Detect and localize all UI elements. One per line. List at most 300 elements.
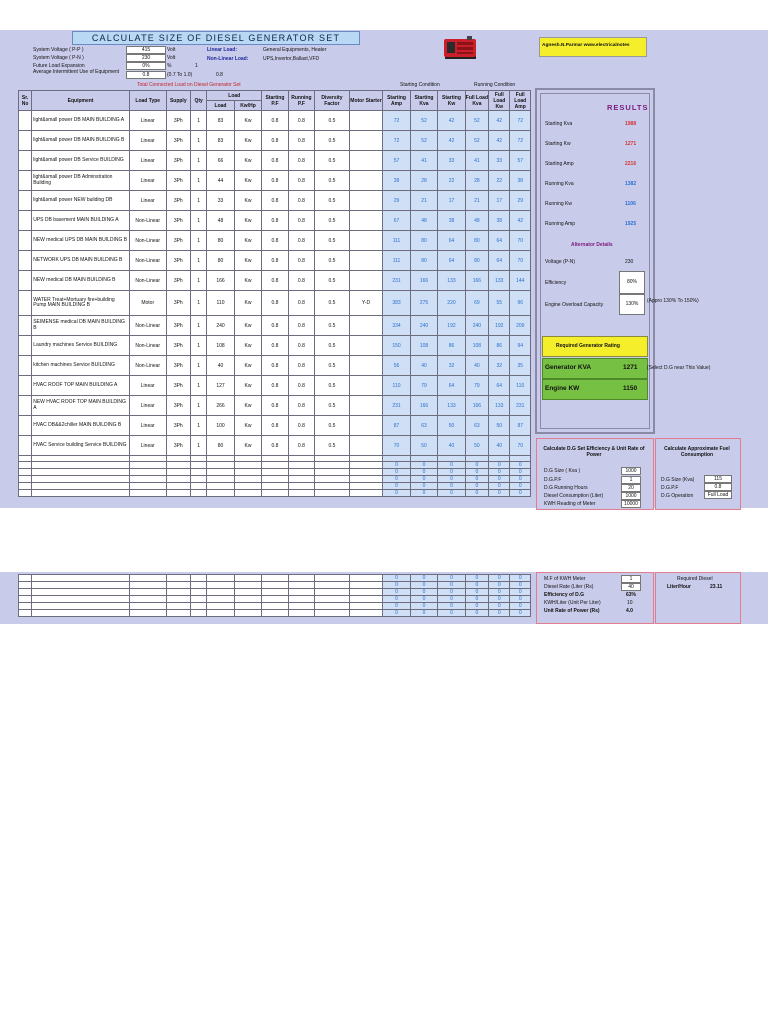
cell-empty[interactable] (207, 603, 234, 610)
cell-type[interactable]: Linear (129, 191, 166, 211)
cell-samp[interactable]: 150 (383, 336, 410, 356)
cell-zero[interactable]: 0 (410, 610, 437, 617)
cell-empty[interactable] (315, 575, 350, 582)
cell-empty[interactable] (349, 575, 383, 582)
cell-samp[interactable]: 72 (383, 111, 410, 131)
cell-df[interactable]: 0.5 (315, 436, 350, 456)
cell-zero[interactable]: 0 (438, 468, 465, 475)
cell-sr[interactable] (19, 251, 32, 271)
dg-size-input[interactable]: 1000 (621, 467, 641, 475)
cell-load[interactable]: 80 (207, 436, 234, 456)
cell-type[interactable]: Linear (129, 151, 166, 171)
cell-starter[interactable] (349, 356, 383, 376)
cell-zero[interactable]: 0 (438, 610, 465, 617)
cell-skva[interactable]: 79 (410, 376, 437, 396)
cell-empty[interactable] (129, 461, 166, 468)
dg-pf-input[interactable]: 1 (621, 476, 641, 484)
cell-empty[interactable] (190, 475, 206, 482)
cell-zero[interactable]: 0 (410, 582, 437, 589)
cell-df[interactable]: 0.5 (315, 191, 350, 211)
cell-flkw[interactable]: 86 (489, 336, 510, 356)
cell-rpf[interactable]: 0.8 (288, 271, 314, 291)
cell-empty[interactable] (19, 575, 32, 582)
cell-sr[interactable] (19, 191, 32, 211)
cell-supply[interactable]: 3Ph (166, 356, 190, 376)
fuel-dg-op-select[interactable]: Full Load (704, 491, 732, 499)
cell-skw[interactable]: 38 (438, 211, 465, 231)
cell-spf[interactable]: 0.8 (262, 271, 288, 291)
cell-zero[interactable]: 0 (410, 468, 437, 475)
cell-empty[interactable] (129, 482, 166, 489)
cell-zero[interactable]: 0 (410, 603, 437, 610)
cell-empty[interactable] (288, 489, 314, 496)
cell-empty[interactable] (129, 589, 166, 596)
cell-type[interactable]: Linear (129, 171, 166, 191)
cell-eq[interactable]: light&small power DB Service BUILDING (32, 151, 130, 171)
cell-zero[interactable]: 0 (383, 589, 410, 596)
cell-empty[interactable] (288, 575, 314, 582)
cell-type[interactable]: Motor (129, 291, 166, 316)
cell-qty[interactable]: 1 (190, 396, 206, 416)
cell-empty[interactable] (190, 575, 206, 582)
cell-qty[interactable]: 1 (190, 131, 206, 151)
cell-starter[interactable] (349, 191, 383, 211)
cell-flamp[interactable]: 72 (510, 131, 531, 151)
cell-flamp[interactable]: 94 (510, 336, 531, 356)
cell-zero[interactable]: 0 (510, 603, 531, 610)
cell-empty[interactable] (32, 489, 130, 496)
cell-unit[interactable]: Kw (234, 191, 261, 211)
cell-skva[interactable]: 52 (410, 131, 437, 151)
cell-starter[interactable] (349, 211, 383, 231)
cell-zero[interactable]: 0 (438, 461, 465, 468)
cell-load[interactable]: 110 (207, 291, 234, 316)
cell-empty[interactable] (262, 475, 288, 482)
cell-flkva[interactable]: 63 (465, 416, 488, 436)
cell-df[interactable]: 0.5 (315, 416, 350, 436)
cell-skw[interactable]: 32 (438, 356, 465, 376)
cell-rpf[interactable]: 0.8 (288, 396, 314, 416)
cell-load[interactable]: 100 (207, 416, 234, 436)
cell-zero[interactable]: 0 (383, 489, 410, 496)
cell-empty[interactable] (19, 461, 32, 468)
cell-unit[interactable]: Kw (234, 376, 261, 396)
cell-flamp[interactable]: 70 (510, 436, 531, 456)
cell-empty[interactable] (262, 468, 288, 475)
cell-empty[interactable] (129, 489, 166, 496)
cell-empty[interactable] (288, 610, 314, 617)
cell-zero[interactable]: 0 (383, 468, 410, 475)
cell-flamp[interactable]: 70 (510, 251, 531, 271)
cell-supply[interactable]: 3Ph (166, 291, 190, 316)
cell-empty[interactable] (315, 610, 350, 617)
cell-zero[interactable]: 0 (383, 575, 410, 582)
cell-samp[interactable]: 56 (383, 356, 410, 376)
cell-zero[interactable]: 0 (465, 582, 488, 589)
cell-qty[interactable]: 1 (190, 376, 206, 396)
cell-rpf[interactable]: 0.8 (288, 251, 314, 271)
cell-empty[interactable] (234, 489, 261, 496)
cell-skw[interactable]: 22 (438, 171, 465, 191)
cell-zero[interactable]: 0 (465, 596, 488, 603)
cell-sr[interactable] (19, 416, 32, 436)
cell-zero[interactable]: 0 (438, 489, 465, 496)
cell-load[interactable]: 33 (207, 191, 234, 211)
cell-starter[interactable]: Y-D (349, 291, 383, 316)
cell-empty[interactable] (234, 575, 261, 582)
cell-qty[interactable]: 1 (190, 356, 206, 376)
cell-empty[interactable] (207, 482, 234, 489)
cell-empty[interactable] (315, 475, 350, 482)
cell-flkw[interactable]: 64 (489, 376, 510, 396)
cell-empty[interactable] (207, 575, 234, 582)
cell-skva[interactable]: 166 (410, 271, 437, 291)
cell-spf[interactable]: 0.8 (262, 396, 288, 416)
cell-supply[interactable]: 3Ph (166, 251, 190, 271)
cell-eq[interactable]: NEW medical UPS DB MAIN BUILDING B (32, 231, 130, 251)
cell-empty[interactable] (262, 461, 288, 468)
cell-samp[interactable]: 70 (383, 436, 410, 456)
cell-type[interactable]: Linear (129, 111, 166, 131)
cell-empty[interactable] (262, 482, 288, 489)
cell-empty[interactable] (19, 582, 32, 589)
cell-unit[interactable]: Kw (234, 416, 261, 436)
cell-flkva[interactable]: 40 (465, 356, 488, 376)
cell-empty[interactable] (32, 610, 130, 617)
cell-empty[interactable] (349, 475, 383, 482)
cell-zero[interactable]: 0 (465, 489, 488, 496)
cell-starter[interactable] (349, 376, 383, 396)
cell-eq[interactable]: HVAC ROOF TOP MAIN BUILDING A (32, 376, 130, 396)
cell-skva[interactable]: 48 (410, 211, 437, 231)
cell-supply[interactable]: 3Ph (166, 111, 190, 131)
cell-unit[interactable]: Kw (234, 356, 261, 376)
cell-qty[interactable]: 1 (190, 336, 206, 356)
cell-sr[interactable] (19, 356, 32, 376)
cell-flkva[interactable]: 240 (465, 316, 488, 336)
cell-eq[interactable]: SEIMENSE medical DB MAIN BUILDING B (32, 316, 130, 336)
cell-skw[interactable]: 50 (438, 416, 465, 436)
cell-type[interactable]: Linear (129, 436, 166, 456)
cell-eq[interactable]: NEW medical DB MAIN BUILDING B (32, 271, 130, 291)
cell-zero[interactable]: 0 (410, 475, 437, 482)
cell-spf[interactable]: 0.8 (262, 231, 288, 251)
cell-skw[interactable]: 64 (438, 251, 465, 271)
cell-empty[interactable] (129, 575, 166, 582)
cell-zero[interactable]: 0 (438, 475, 465, 482)
cell-empty[interactable] (166, 575, 190, 582)
cell-flkw[interactable]: 40 (489, 436, 510, 456)
cell-load[interactable]: 44 (207, 171, 234, 191)
cell-empty[interactable] (288, 582, 314, 589)
cell-samp[interactable]: 72 (383, 131, 410, 151)
diesel-rate-input[interactable]: 40 (621, 583, 641, 591)
cell-empty[interactable] (315, 489, 350, 496)
cell-flkva[interactable]: 80 (465, 251, 488, 271)
cell-unit[interactable]: Kw (234, 131, 261, 151)
cell-empty[interactable] (19, 482, 32, 489)
cell-skw[interactable]: 86 (438, 336, 465, 356)
cell-sr[interactable] (19, 111, 32, 131)
cell-qty[interactable]: 1 (190, 316, 206, 336)
cell-flamp[interactable]: 42 (510, 211, 531, 231)
cell-flkw[interactable]: 17 (489, 191, 510, 211)
cell-flamp[interactable]: 144 (510, 271, 531, 291)
cell-zero[interactable]: 0 (410, 575, 437, 582)
cell-load[interactable]: 80 (207, 231, 234, 251)
cell-empty[interactable] (19, 610, 32, 617)
cell-flkw[interactable]: 192 (489, 316, 510, 336)
cell-starter[interactable] (349, 316, 383, 336)
cell-empty[interactable] (234, 461, 261, 468)
cell-flkw[interactable]: 42 (489, 131, 510, 151)
cell-samp[interactable]: 38 (383, 171, 410, 191)
cell-zero[interactable]: 0 (383, 461, 410, 468)
cell-zero[interactable]: 0 (510, 482, 531, 489)
cell-flkw[interactable]: 42 (489, 111, 510, 131)
cell-empty[interactable] (262, 596, 288, 603)
cell-empty[interactable] (315, 582, 350, 589)
cell-type[interactable]: Non-Linear (129, 271, 166, 291)
cell-starter[interactable] (349, 336, 383, 356)
cell-empty[interactable] (262, 603, 288, 610)
cell-flamp[interactable]: 110 (510, 376, 531, 396)
cell-zero[interactable]: 0 (489, 575, 510, 582)
cell-empty[interactable] (32, 468, 130, 475)
cell-starter[interactable] (349, 436, 383, 456)
cell-skw[interactable]: 133 (438, 396, 465, 416)
cell-flamp[interactable]: 96 (510, 291, 531, 316)
cell-flkw[interactable]: 38 (489, 211, 510, 231)
cell-flkva[interactable]: 41 (465, 151, 488, 171)
cell-zero[interactable]: 0 (510, 596, 531, 603)
cell-df[interactable]: 0.5 (315, 131, 350, 151)
cell-qty[interactable]: 1 (190, 191, 206, 211)
cell-zero[interactable]: 0 (410, 482, 437, 489)
cell-skva[interactable]: 21 (410, 191, 437, 211)
cell-zero[interactable]: 0 (510, 489, 531, 496)
cell-empty[interactable] (234, 610, 261, 617)
cell-qty[interactable]: 1 (190, 291, 206, 316)
cell-unit[interactable]: Kw (234, 111, 261, 131)
cell-samp[interactable]: 67 (383, 211, 410, 231)
cell-zero[interactable]: 0 (438, 575, 465, 582)
cell-empty[interactable] (349, 461, 383, 468)
cell-load[interactable]: 40 (207, 356, 234, 376)
cell-df[interactable]: 0.5 (315, 271, 350, 291)
cell-empty[interactable] (32, 461, 130, 468)
cell-flamp[interactable]: 70 (510, 231, 531, 251)
cell-eq[interactable]: kitchen machines Service BUILDING (32, 356, 130, 376)
cell-empty[interactable] (166, 603, 190, 610)
cell-empty[interactable] (190, 482, 206, 489)
cell-eq[interactable]: UPS DB basement MAIN BUILDING A (32, 211, 130, 231)
cell-zero[interactable]: 0 (489, 589, 510, 596)
cell-empty[interactable] (32, 596, 130, 603)
voltage-pn-input[interactable]: 230 (126, 54, 166, 62)
cell-rpf[interactable]: 0.8 (288, 356, 314, 376)
cell-empty[interactable] (315, 589, 350, 596)
cell-eq[interactable]: HVAC DB&&2chiller MAIN BUILDING B (32, 416, 130, 436)
cell-spf[interactable]: 0.8 (262, 356, 288, 376)
cell-empty[interactable] (190, 468, 206, 475)
cell-spf[interactable]: 0.8 (262, 211, 288, 231)
cell-unit[interactable]: Kw (234, 171, 261, 191)
cell-samp[interactable]: 57 (383, 151, 410, 171)
cell-sr[interactable] (19, 171, 32, 191)
cell-supply[interactable]: 3Ph (166, 436, 190, 456)
cell-load[interactable]: 83 (207, 111, 234, 131)
cell-zero[interactable]: 0 (465, 461, 488, 468)
cell-rpf[interactable]: 0.8 (288, 111, 314, 131)
cell-flkva[interactable]: 48 (465, 211, 488, 231)
cell-skw[interactable]: 133 (438, 271, 465, 291)
cell-spf[interactable]: 0.8 (262, 416, 288, 436)
overload-input[interactable]: 130% (619, 294, 645, 315)
cell-spf[interactable]: 0.8 (262, 436, 288, 456)
cell-unit[interactable]: Kw (234, 396, 261, 416)
cell-zero[interactable]: 0 (489, 489, 510, 496)
cell-empty[interactable] (349, 603, 383, 610)
cell-unit[interactable]: Kw (234, 436, 261, 456)
voltage-pp-input[interactable]: 415 (126, 46, 166, 54)
cell-skw[interactable]: 64 (438, 376, 465, 396)
cell-spf[interactable]: 0.8 (262, 291, 288, 316)
cell-spf[interactable]: 0.8 (262, 376, 288, 396)
cell-starter[interactable] (349, 111, 383, 131)
cell-zero[interactable]: 0 (383, 603, 410, 610)
cell-rpf[interactable]: 0.8 (288, 336, 314, 356)
cell-eq[interactable]: NEW HVAC ROOF TOP MAIN BUILDING A (32, 396, 130, 416)
cell-zero[interactable]: 0 (410, 596, 437, 603)
cell-zero[interactable]: 0 (510, 582, 531, 589)
cell-skw[interactable]: 192 (438, 316, 465, 336)
cell-empty[interactable] (262, 610, 288, 617)
cell-flkw[interactable]: 22 (489, 171, 510, 191)
cell-unit[interactable]: Kw (234, 316, 261, 336)
cell-zero[interactable]: 0 (383, 610, 410, 617)
mf-input[interactable]: 1 (621, 575, 641, 583)
cell-spf[interactable]: 0.8 (262, 111, 288, 131)
cell-samp[interactable]: 110 (383, 376, 410, 396)
cell-unit[interactable]: Kw (234, 271, 261, 291)
cell-sr[interactable] (19, 396, 32, 416)
cell-zero[interactable]: 0 (510, 610, 531, 617)
cell-flkva[interactable]: 166 (465, 271, 488, 291)
cell-type[interactable]: Linear (129, 396, 166, 416)
cell-type[interactable]: Non-Linear (129, 211, 166, 231)
cell-empty[interactable] (19, 489, 32, 496)
cell-flkw[interactable]: 55 (489, 291, 510, 316)
cell-empty[interactable] (129, 468, 166, 475)
cell-eq[interactable]: light&small power NEW building DB (32, 191, 130, 211)
cell-zero[interactable]: 0 (465, 589, 488, 596)
cell-unit[interactable]: Kw (234, 211, 261, 231)
cell-eq[interactable]: light&small power DB Adminstration Building (32, 171, 130, 191)
cell-df[interactable]: 0.5 (315, 316, 350, 336)
cell-supply[interactable]: 3Ph (166, 171, 190, 191)
cell-flkw[interactable]: 133 (489, 271, 510, 291)
cell-rpf[interactable]: 0.8 (288, 191, 314, 211)
cell-sr[interactable] (19, 436, 32, 456)
cell-rpf[interactable]: 0.8 (288, 151, 314, 171)
cell-supply[interactable]: 3Ph (166, 396, 190, 416)
cell-flkw[interactable]: 133 (489, 396, 510, 416)
cell-empty[interactable] (262, 489, 288, 496)
cell-supply[interactable]: 3Ph (166, 316, 190, 336)
cell-empty[interactable] (349, 482, 383, 489)
cell-empty[interactable] (190, 461, 206, 468)
cell-zero[interactable]: 0 (465, 475, 488, 482)
cell-zero[interactable]: 0 (510, 475, 531, 482)
cell-df[interactable]: 0.5 (315, 171, 350, 191)
cell-empty[interactable] (349, 582, 383, 589)
cell-eq[interactable]: HVAC Service building Service BUILDING (32, 436, 130, 456)
cell-empty[interactable] (288, 589, 314, 596)
cell-empty[interactable] (32, 575, 130, 582)
cell-skva[interactable]: 41 (410, 151, 437, 171)
cell-flkva[interactable]: 52 (465, 131, 488, 151)
cell-starter[interactable] (349, 131, 383, 151)
cell-empty[interactable] (207, 489, 234, 496)
cell-load[interactable]: 240 (207, 316, 234, 336)
cell-empty[interactable] (190, 589, 206, 596)
cell-supply[interactable]: 3Ph (166, 416, 190, 436)
cell-empty[interactable] (315, 482, 350, 489)
cell-flkw[interactable]: 50 (489, 416, 510, 436)
cell-empty[interactable] (315, 603, 350, 610)
cell-skva[interactable]: 240 (410, 316, 437, 336)
cell-flkw[interactable]: 33 (489, 151, 510, 171)
cell-skva[interactable]: 40 (410, 356, 437, 376)
cell-flkva[interactable]: 50 (465, 436, 488, 456)
cell-qty[interactable]: 1 (190, 436, 206, 456)
cell-qty[interactable]: 1 (190, 171, 206, 191)
cell-flamp[interactable]: 87 (510, 416, 531, 436)
cell-rpf[interactable]: 0.8 (288, 171, 314, 191)
cell-skva[interactable]: 28 (410, 171, 437, 191)
cell-sr[interactable] (19, 231, 32, 251)
cell-flamp[interactable]: 231 (510, 396, 531, 416)
cell-empty[interactable] (262, 582, 288, 589)
cell-empty[interactable] (234, 589, 261, 596)
cell-spf[interactable]: 0.8 (262, 251, 288, 271)
cell-skw[interactable]: 40 (438, 436, 465, 456)
cell-unit[interactable]: Kw (234, 231, 261, 251)
cell-empty[interactable] (234, 475, 261, 482)
cell-skva[interactable]: 108 (410, 336, 437, 356)
cell-rpf[interactable]: 0.8 (288, 231, 314, 251)
cell-flkw[interactable]: 64 (489, 251, 510, 271)
cell-type[interactable]: Linear (129, 376, 166, 396)
cell-spf[interactable]: 0.8 (262, 151, 288, 171)
cell-flamp[interactable]: 209 (510, 316, 531, 336)
cell-load[interactable]: 66 (207, 151, 234, 171)
cell-supply[interactable]: 3Ph (166, 211, 190, 231)
cell-supply[interactable]: 3Ph (166, 271, 190, 291)
cell-samp[interactable]: 111 (383, 231, 410, 251)
cell-sr[interactable] (19, 336, 32, 356)
cell-flkva[interactable]: 166 (465, 396, 488, 416)
cell-zero[interactable]: 0 (383, 596, 410, 603)
cell-empty[interactable] (315, 461, 350, 468)
cell-df[interactable]: 0.5 (315, 356, 350, 376)
cell-df[interactable]: 0.5 (315, 111, 350, 131)
fuel-dg-pf-input[interactable]: 0.8 (704, 483, 732, 491)
cell-empty[interactable] (190, 603, 206, 610)
cell-qty[interactable]: 1 (190, 231, 206, 251)
cell-sr[interactable] (19, 211, 32, 231)
